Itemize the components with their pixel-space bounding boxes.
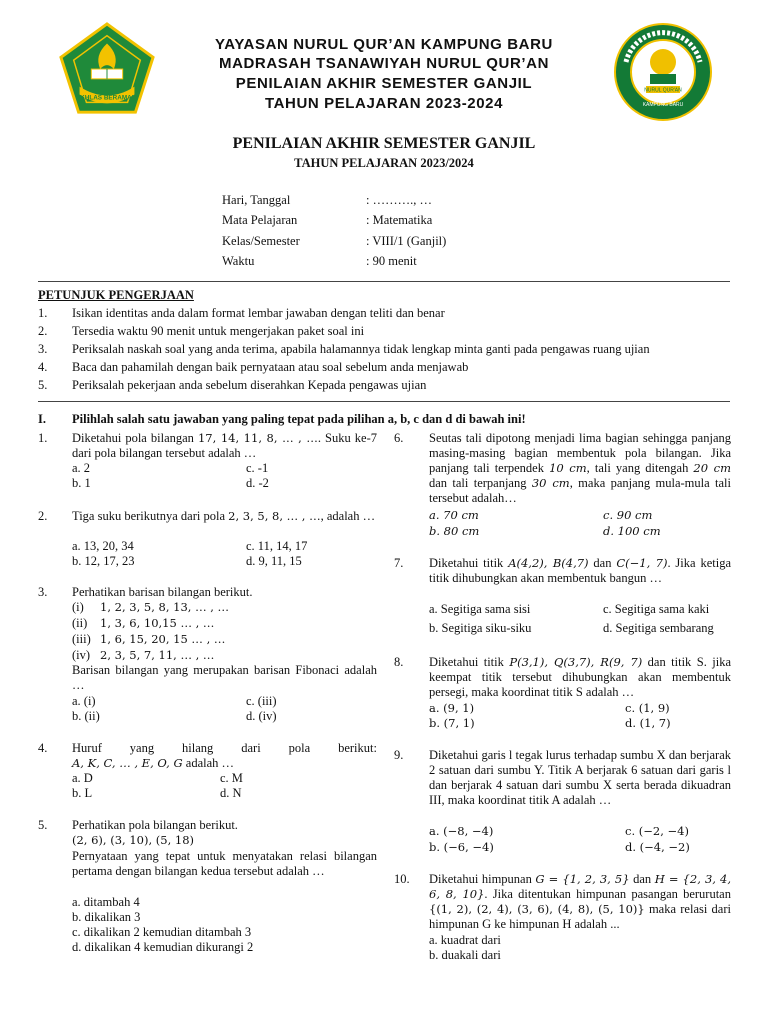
list-number: 1. xyxy=(38,306,48,320)
section-title: Pilihlah salah satu jawaban yang paling tepat pada pilihan a, b, c dan d di bawah ini! xyxy=(72,412,526,426)
question-text: Diketahui pola bilangan 17, 14, 11, 8, … , …. Suku ke-7 dari pola bilangan tersebut adalah … xyxy=(72,431,377,460)
option-d[interactable]: d. N xyxy=(220,786,242,800)
header-line-1: YAYASAN NURUL QUR’AN KAMPUNG BARU xyxy=(215,36,553,53)
option-b[interactable]: b. (ii) xyxy=(72,709,100,723)
info-label: Mata Pelajaran xyxy=(222,213,298,227)
option-c[interactable]: c. Segitiga sama kaki xyxy=(603,602,710,616)
info-label: Kelas/Semester xyxy=(222,234,300,248)
question-number: 8. xyxy=(394,655,404,669)
option-a[interactable]: a. ditambah 4 xyxy=(72,895,140,909)
option-c[interactable]: c. dikalikan 2 kemudian ditambah 3 xyxy=(72,925,252,939)
info-value: : VIII/1 (Ganjil) xyxy=(366,234,447,248)
question-number: 3. xyxy=(38,585,48,599)
info-label: Hari, Tanggal xyxy=(222,193,291,207)
question-text: Perhatikan barisan bilangan berikut. xyxy=(72,585,253,599)
question-text: Pernyataan yang tepat untuk menyatakan relasi bilangan pertama dengan bilangan kedua tersebut adalah … xyxy=(72,849,377,878)
sequence: 1, 2, 3, 5, 8, 13, … , … xyxy=(100,600,230,614)
option-d[interactable]: d. 9, 11, 15 xyxy=(246,554,302,568)
sequence-label: (i) xyxy=(72,600,84,614)
svg-text:IKHLAS BERAMAL: IKHLAS BERAMAL xyxy=(78,94,136,102)
question-number: 7. xyxy=(394,556,404,570)
option-c[interactable]: c. (iii) xyxy=(246,694,277,708)
section-number: I. xyxy=(38,412,46,426)
option-b[interactable]: b. L xyxy=(72,786,93,800)
divider xyxy=(38,401,730,402)
question-text: Diketahui titik A(4,2), B(4,7) dan C(−1, 7). Jika ketiga titik dihubungkan akan membentuk bangun … xyxy=(429,556,731,585)
sequence-label: (ii) xyxy=(72,616,88,630)
option-b[interactable]: b. (7, 1) xyxy=(429,716,475,730)
option-c[interactable]: c. -1 xyxy=(246,461,269,475)
header-line-2: MADRASAH TSANAWIYAH NURUL QUR’AN xyxy=(218,55,550,72)
option-d[interactable]: d. (1, 7) xyxy=(625,716,671,730)
list-number: 4. xyxy=(38,360,48,374)
option-c[interactable]: c. (−2, −4) xyxy=(625,824,689,838)
option-a[interactable]: a. D xyxy=(72,771,93,785)
instructions-heading: PETUNJUK PENGERJAAN xyxy=(38,288,194,302)
option-b[interactable]: b. dikalikan 3 xyxy=(72,910,141,924)
option-d[interactable]: d. (−4, −2) xyxy=(625,840,690,854)
number-pairs: (2, 6), (3, 10), (5, 18) xyxy=(72,833,195,847)
list-number: 5. xyxy=(38,378,48,392)
option-a[interactable]: a. 2 xyxy=(72,461,91,475)
question-number: 4. xyxy=(38,741,48,755)
option-a[interactable]: a. 13, 20, 34 xyxy=(72,539,134,553)
option-b[interactable]: b. 1 xyxy=(72,476,91,490)
option-a[interactable]: a. kuadrat dari xyxy=(429,933,501,947)
option-c[interactable]: c. 11, 14, 17 xyxy=(246,539,308,553)
question-text: Diketahui himpunan G = {1, 2, 3, 5} dan H = {2, 3, 4, 6, 8, 10}. Jika ditentukan himpunan pasangan berurutan {(1, 2), (2, 4), (3, 6), (4, 8), (5, 10)} maka relasi dari himpunan G ke himpunan H adalah ... xyxy=(429,872,731,931)
option-b[interactable]: b. 12, 17, 23 xyxy=(72,554,135,568)
option-c[interactable]: c. (1, 9) xyxy=(625,701,670,715)
option-a[interactable]: a. (9, 1) xyxy=(429,701,475,715)
instruction-item: Isikan identitas anda dalam format lembar jawaban dengan teliti dan benar xyxy=(72,306,445,320)
question-number: 1. xyxy=(38,431,48,445)
question-text: Tiga suku berikutnya dari pola 2, 3, 5, 8, … , …, adalah … xyxy=(72,509,376,523)
instruction-item: Baca dan pahamilah dengan baik pernyataan atau soal sebelum anda menjawab xyxy=(72,360,469,374)
question-number: 10. xyxy=(394,872,410,886)
option-a[interactable]: a. Segitiga sama sisi xyxy=(429,602,531,616)
header-line-4: TAHUN PELAJARAN 2023-2024 xyxy=(264,95,504,112)
divider xyxy=(38,281,730,282)
instruction-item: Periksalah pekerjaan anda sebelum diserahkan Kepada pengawas ujian xyxy=(72,378,427,392)
question-text: Seutas tali dipotong menjadi lima bagian sehingga panjang masing-masing bagian membentuk pola bilangan. Jika panjang tali terpendek 10 cm, tali yang ditengah 20 cm dan tali terpanjang 30 cm, maka panjang mula-mula tali tersebut adalah… xyxy=(429,431,731,505)
question-text: Huruf yang hilang dari pola berikut: xyxy=(72,741,377,755)
option-a[interactable]: a. (−8, −4) xyxy=(429,824,494,838)
list-number: 3. xyxy=(38,342,48,356)
option-d[interactable]: d. 100 cm xyxy=(603,524,661,538)
option-b[interactable]: b. 80 cm xyxy=(429,524,480,538)
question-number: 2. xyxy=(38,509,48,523)
svg-text:KAMPUNG BARU: KAMPUNG BARU xyxy=(642,102,684,108)
option-a[interactable]: a. (i) xyxy=(72,694,96,708)
option-c[interactable]: c. 90 cm xyxy=(603,508,653,522)
option-d[interactable]: d. dikalikan 4 kemudian dikurangi 2 xyxy=(72,940,254,954)
option-d[interactable]: d. (iv) xyxy=(246,709,277,723)
info-value: : Matematika xyxy=(366,213,433,227)
instruction-item: Periksalah naskah soal yang anda terima, apabila halamannya tidak lengkap minta ganti pada pengawas ruang ujian xyxy=(72,342,650,356)
exam-title: PENILAIAN AKHIR SEMESTER GANJIL xyxy=(232,135,536,152)
sequence-label: (iv) xyxy=(72,648,91,662)
question-text: Barisan bilangan yang merupakan barisan Fibonaci adalah … xyxy=(72,663,377,692)
question-number: 5. xyxy=(38,818,48,832)
question-text: A, K, C, … , E, O, G adalah … xyxy=(72,756,235,770)
option-b[interactable]: b. Segitiga siku-siku xyxy=(429,621,532,635)
sequence-label: (iii) xyxy=(72,632,91,646)
sequence: 2, 3, 5, 7, 11, … , … xyxy=(100,648,215,662)
question-number: 6. xyxy=(394,431,404,445)
question-text: Diketahui garis l tegak lurus terhadap sumbu X dan berjarak 2 satuan dari sumbu Y. Titik A berjarak 6 satuan dari garis l dan berjarak 4 satuan dari sumbu X serta berada dikuadran III, maka koordinat titik A adalah … xyxy=(429,748,731,807)
info-value: : 90 menit xyxy=(366,254,417,268)
question-text: Perhatikan pola bilangan berikut. xyxy=(72,818,238,832)
option-b[interactable]: b. duakali dari xyxy=(429,948,501,962)
sequence: 1, 6, 15, 20, 15 … , … xyxy=(100,632,226,646)
option-b[interactable]: b. (−6, −4) xyxy=(429,840,494,854)
option-c[interactable]: c. M xyxy=(220,771,243,785)
header-line-3: PENILAIAN AKHIR SEMESTER GANJIL xyxy=(235,75,533,92)
list-number: 2. xyxy=(38,324,48,338)
option-d[interactable]: d. -2 xyxy=(246,476,269,490)
svg-text:NURUL QUR'AN: NURUL QUR'AN xyxy=(644,87,682,94)
exam-subtitle: TAHUN PELAJARAN 2023/2024 xyxy=(294,156,474,170)
instruction-item: Tersedia waktu 90 menit untuk mengerjakan paket soal ini xyxy=(72,324,365,338)
info-value: : ………., … xyxy=(366,193,432,207)
question-text: Diketahui titik P(3,1), Q(3,7), R(9, 7) dan titik S. jika keempat titik tersebut dihubungkan akan membentuk persegi, maka koordinat titik S adalah … xyxy=(429,655,732,699)
option-a[interactable]: a. 70 cm xyxy=(429,508,479,522)
option-d[interactable]: d. Segitiga sembarang xyxy=(603,621,714,635)
info-label: Waktu xyxy=(222,254,255,268)
sequence: 1, 3, 6, 10,15 … , … xyxy=(100,616,215,630)
question-number: 9. xyxy=(394,748,404,762)
